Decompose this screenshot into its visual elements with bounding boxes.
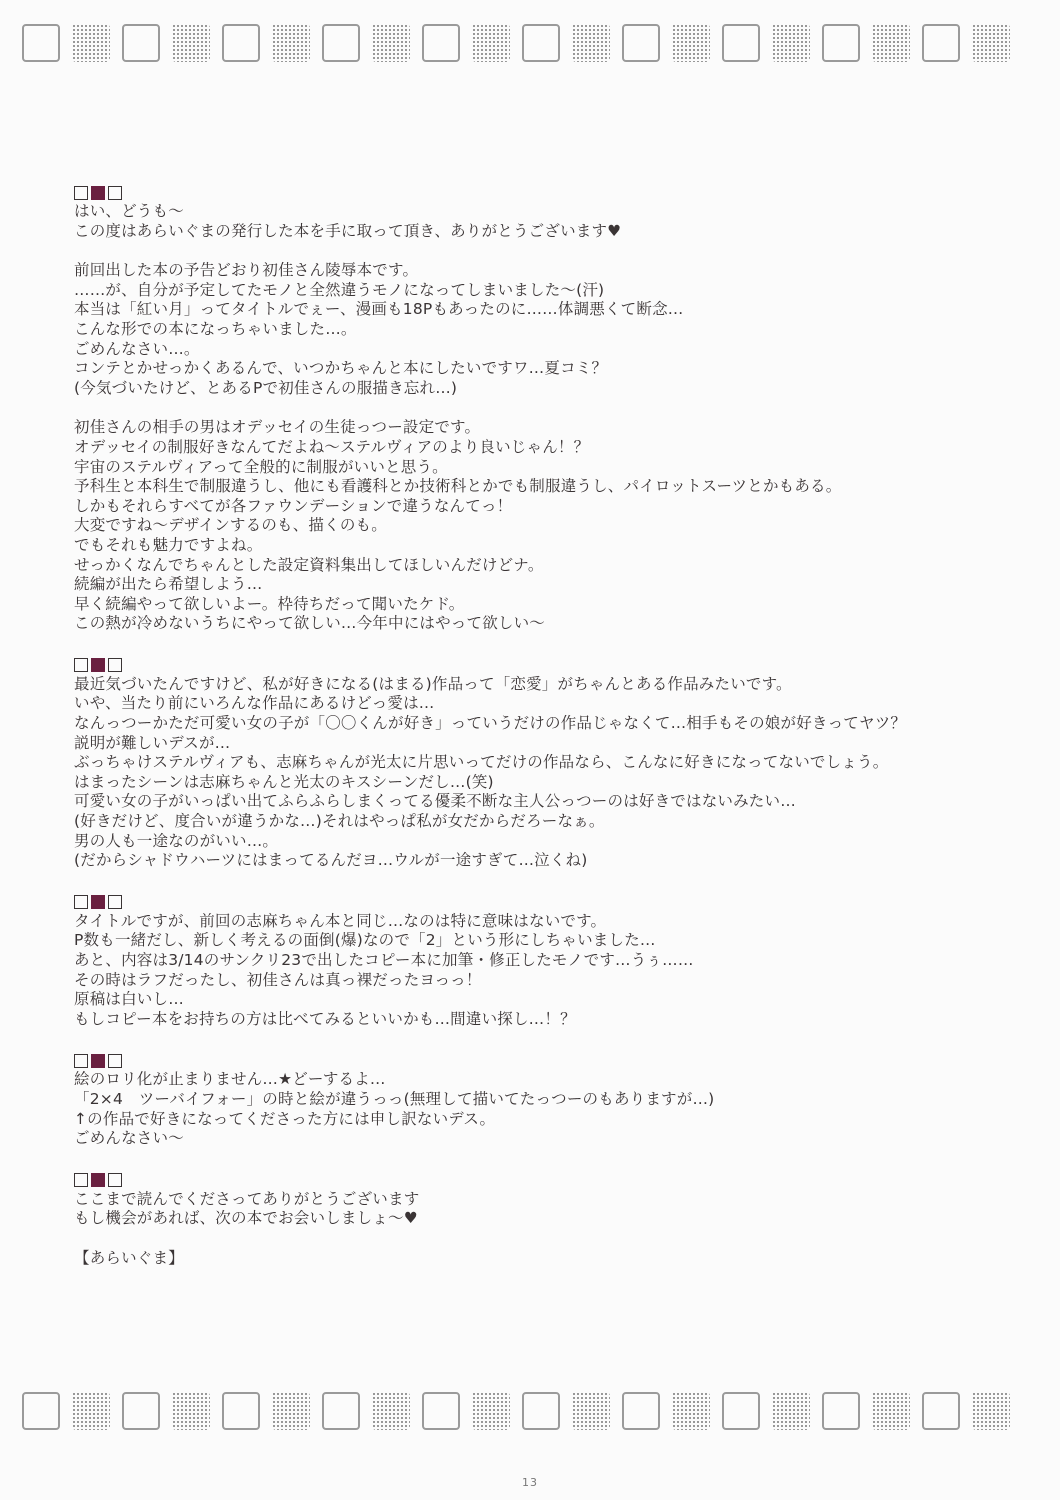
border-tile xyxy=(472,1392,510,1430)
border-tile xyxy=(672,1392,710,1430)
paragraph-gap xyxy=(74,1229,974,1249)
border-tile xyxy=(272,24,310,62)
text-line: 原稿は白いし… xyxy=(74,990,184,1009)
text-section xyxy=(74,1051,974,1148)
border-tile xyxy=(72,24,110,62)
hollow-square-icon xyxy=(74,1173,88,1187)
filled-square-icon xyxy=(91,895,105,909)
border-tile xyxy=(222,1392,260,1430)
text-line: 男の人も一途なのがいい…。 xyxy=(74,831,279,850)
text-line: もし機会があれば、次の本でお会いしましょ〜♥ xyxy=(74,1209,418,1228)
text-line: なんっつーかただ可愛い女の子が「〇〇くんが好き」っていうだけの作品じゃなくて…相手もその娘が好きってヤツ？ xyxy=(74,714,907,733)
border-tile xyxy=(422,1392,460,1430)
border-tile xyxy=(922,1392,960,1430)
border-tile xyxy=(772,1392,810,1430)
border-tile xyxy=(672,24,710,62)
hollow-square-icon xyxy=(108,1054,122,1068)
hollow-square-icon xyxy=(74,1054,88,1068)
section-marker-icon xyxy=(74,183,974,202)
text-line: (好きだけど、度合いが違うかな…)それはやっぱ私が女だからだろーなぁ。 xyxy=(74,812,605,831)
border-tile xyxy=(22,24,60,62)
text-line: その時はラフだったし、初佳さんは真っ裸だったヨっっ！ xyxy=(74,970,482,989)
border-tile xyxy=(522,1392,560,1430)
border-tile xyxy=(522,24,560,62)
text-line: 大変ですね〜デザインするのも、描くのも。 xyxy=(74,516,387,535)
border-tile xyxy=(372,1392,410,1430)
border-tile xyxy=(922,24,960,62)
paragraph-gap xyxy=(74,241,974,261)
border-tile xyxy=(372,24,410,62)
text-line: (だからシャドウハーツにはまってるんだヨ…ウルが一途すぎて…泣くね) xyxy=(74,851,588,870)
border-tile xyxy=(172,24,210,62)
text-line: はまったシーンは志麻ちゃんと光太のキスシーンだし…(笑) xyxy=(74,772,494,791)
border-tile xyxy=(172,1392,210,1430)
bottom-border-strip xyxy=(0,1392,1060,1456)
text-line: 「2×4 ツーバイフォー」の時と絵が違うっっ(無理して描いてたっつーのもありますが…) xyxy=(74,1089,715,1108)
text-line: 本当は「紅い月」ってタイトルでぇー、漫画も18Pもあったのに……体調悪くて断念… xyxy=(74,300,684,319)
text-section xyxy=(74,893,974,1030)
text-line: でもそれも魅力ですよね。 xyxy=(74,535,263,554)
section-marker-icon xyxy=(74,1051,974,1070)
border-tile xyxy=(972,24,1010,62)
section-marker-icon xyxy=(74,1171,974,1190)
section-marker-icon xyxy=(74,893,974,912)
filled-square-icon xyxy=(91,658,105,672)
border-tile xyxy=(872,24,910,62)
border-tile xyxy=(22,1392,60,1430)
text-line: 続編が出たら希望しよう… xyxy=(74,575,263,594)
text-line: せっかくなんでちゃんとした設定資料集出してほしいんだけどナ。 xyxy=(74,555,544,574)
border-tile xyxy=(222,24,260,62)
text-line: 宇宙のステルヴィアって全般的に制服がいいと思う。 xyxy=(74,457,448,476)
text-line: 説明が難しいデスが… xyxy=(74,733,231,752)
hollow-square-icon xyxy=(108,186,122,200)
text-line: もしコピー本をお持ちの方は比べてみるといいかも…間違い探し…！？ xyxy=(74,1009,576,1028)
afterword-text xyxy=(74,183,974,1291)
text-section xyxy=(74,656,974,871)
text-line: あと、内容は3/14のサンクリ23で出したコピー本に加筆・修正したモノです…うぅ…… xyxy=(74,951,694,969)
text-line: コンテとかせっかくあるんで、いつかちゃんと本にしたいですワ…夏コミ？ xyxy=(74,359,608,378)
border-tile xyxy=(322,1392,360,1430)
text-line: 最近気づいたんですけど、私が好きになる(はまる)作品って「恋愛」がちゃんとある作品みたいです。 xyxy=(74,674,792,693)
text-line: 早く続編やって欲しいよー。枠待ちだって聞いたケド。 xyxy=(74,594,465,613)
hollow-square-icon xyxy=(74,658,88,672)
text-line: ここまで読んでくださってありがとうございます xyxy=(74,1189,420,1208)
text-line: しかもそれらすべてが各ファウンデーションで違うなんてっ！ xyxy=(74,496,513,515)
text-section xyxy=(74,1171,974,1269)
filled-square-icon xyxy=(91,1173,105,1187)
text-line: 初佳さんの相手の男はオデッセイの生徒っつー設定です。 xyxy=(74,418,481,437)
border-tile xyxy=(622,1392,660,1430)
page-number: 13 xyxy=(522,1476,538,1489)
text-line: ……が、自分が予定してたモノと全然違うモノになってしまいました〜(汗) xyxy=(74,280,605,299)
paragraph-gap xyxy=(74,398,974,418)
border-tile xyxy=(72,1392,110,1430)
border-tile xyxy=(822,1392,860,1430)
border-tile xyxy=(722,1392,760,1430)
border-tile xyxy=(772,24,810,62)
filled-square-icon xyxy=(91,1054,105,1068)
text-line: 予科生と本科生で制服違うし、他にも看護科とか技術科とかでも制服違うし、パイロットスーツとかもある。 xyxy=(74,477,842,496)
text-line: P数も一緒だし、新しく考えるの面倒(爆)なので「2」という形にしちゃいました… xyxy=(74,931,656,950)
text-line: オデッセイの制服好きなんてだよね〜ステルヴィアのより良いじゃん！？ xyxy=(74,437,590,456)
text-line: 【あらいぐま】 xyxy=(74,1248,184,1267)
text-line: この度はあらいぐまの発行した本を手に取って頂き、ありがとうございます♥ xyxy=(74,221,622,240)
text-line: 前回出した本の予告どおり初佳さん陵辱本です。 xyxy=(74,261,419,280)
border-tile xyxy=(722,24,760,62)
border-tile xyxy=(322,24,360,62)
text-line: この熱が冷めないうちにやって欲しい…今年中にはやって欲しい〜 xyxy=(74,614,546,633)
border-tile xyxy=(572,24,610,62)
hollow-square-icon xyxy=(74,186,88,200)
top-border-strip xyxy=(0,24,1060,88)
text-line: ごめんなさい…。 xyxy=(74,339,200,358)
border-tile xyxy=(972,1392,1010,1430)
hollow-square-icon xyxy=(108,658,122,672)
text-section xyxy=(74,183,974,634)
filled-square-icon xyxy=(91,186,105,200)
border-tile xyxy=(822,24,860,62)
border-tile xyxy=(572,1392,610,1430)
border-tile xyxy=(472,24,510,62)
border-tile xyxy=(422,24,460,62)
border-tile xyxy=(622,24,660,62)
text-line: はい、どうも〜 xyxy=(74,202,184,220)
border-tile xyxy=(122,1392,160,1430)
hollow-square-icon xyxy=(108,895,122,909)
border-tile xyxy=(122,24,160,62)
text-line: タイトルですが、前回の志麻ちゃん本と同じ…なのは特に意味はないです。 xyxy=(74,911,607,930)
text-line: ぶっちゃけステルヴィアも、志麻ちゃんが光太に片思いってだけの作品なら、こんなに好きになってないでしょう。 xyxy=(74,753,889,772)
text-line: いや、当たり前にいろんな作品にあるけどっ愛は… xyxy=(74,694,435,713)
text-line: 可愛い女の子がいっぱい出てふらふらしまくってる優柔不断な主人公っつーのは好きではないみたい… xyxy=(74,792,796,811)
hollow-square-icon xyxy=(108,1173,122,1187)
border-tile xyxy=(872,1392,910,1430)
section-marker-icon xyxy=(74,656,974,675)
hollow-square-icon xyxy=(74,895,88,909)
text-line: (今気づいたけど、とあるPで初佳さんの服描き忘れ…) xyxy=(74,378,458,397)
text-line: ごめんなさい〜 xyxy=(74,1129,184,1148)
text-line: 絵のロリ化が止まりません…★どーするよ… xyxy=(74,1070,386,1089)
text-line: こんな形での本になっちゃいました…。 xyxy=(74,319,357,338)
text-line: ↑の作品で好きになってくださった方には申し訳ないデス。 xyxy=(74,1109,496,1128)
border-tile xyxy=(272,1392,310,1430)
